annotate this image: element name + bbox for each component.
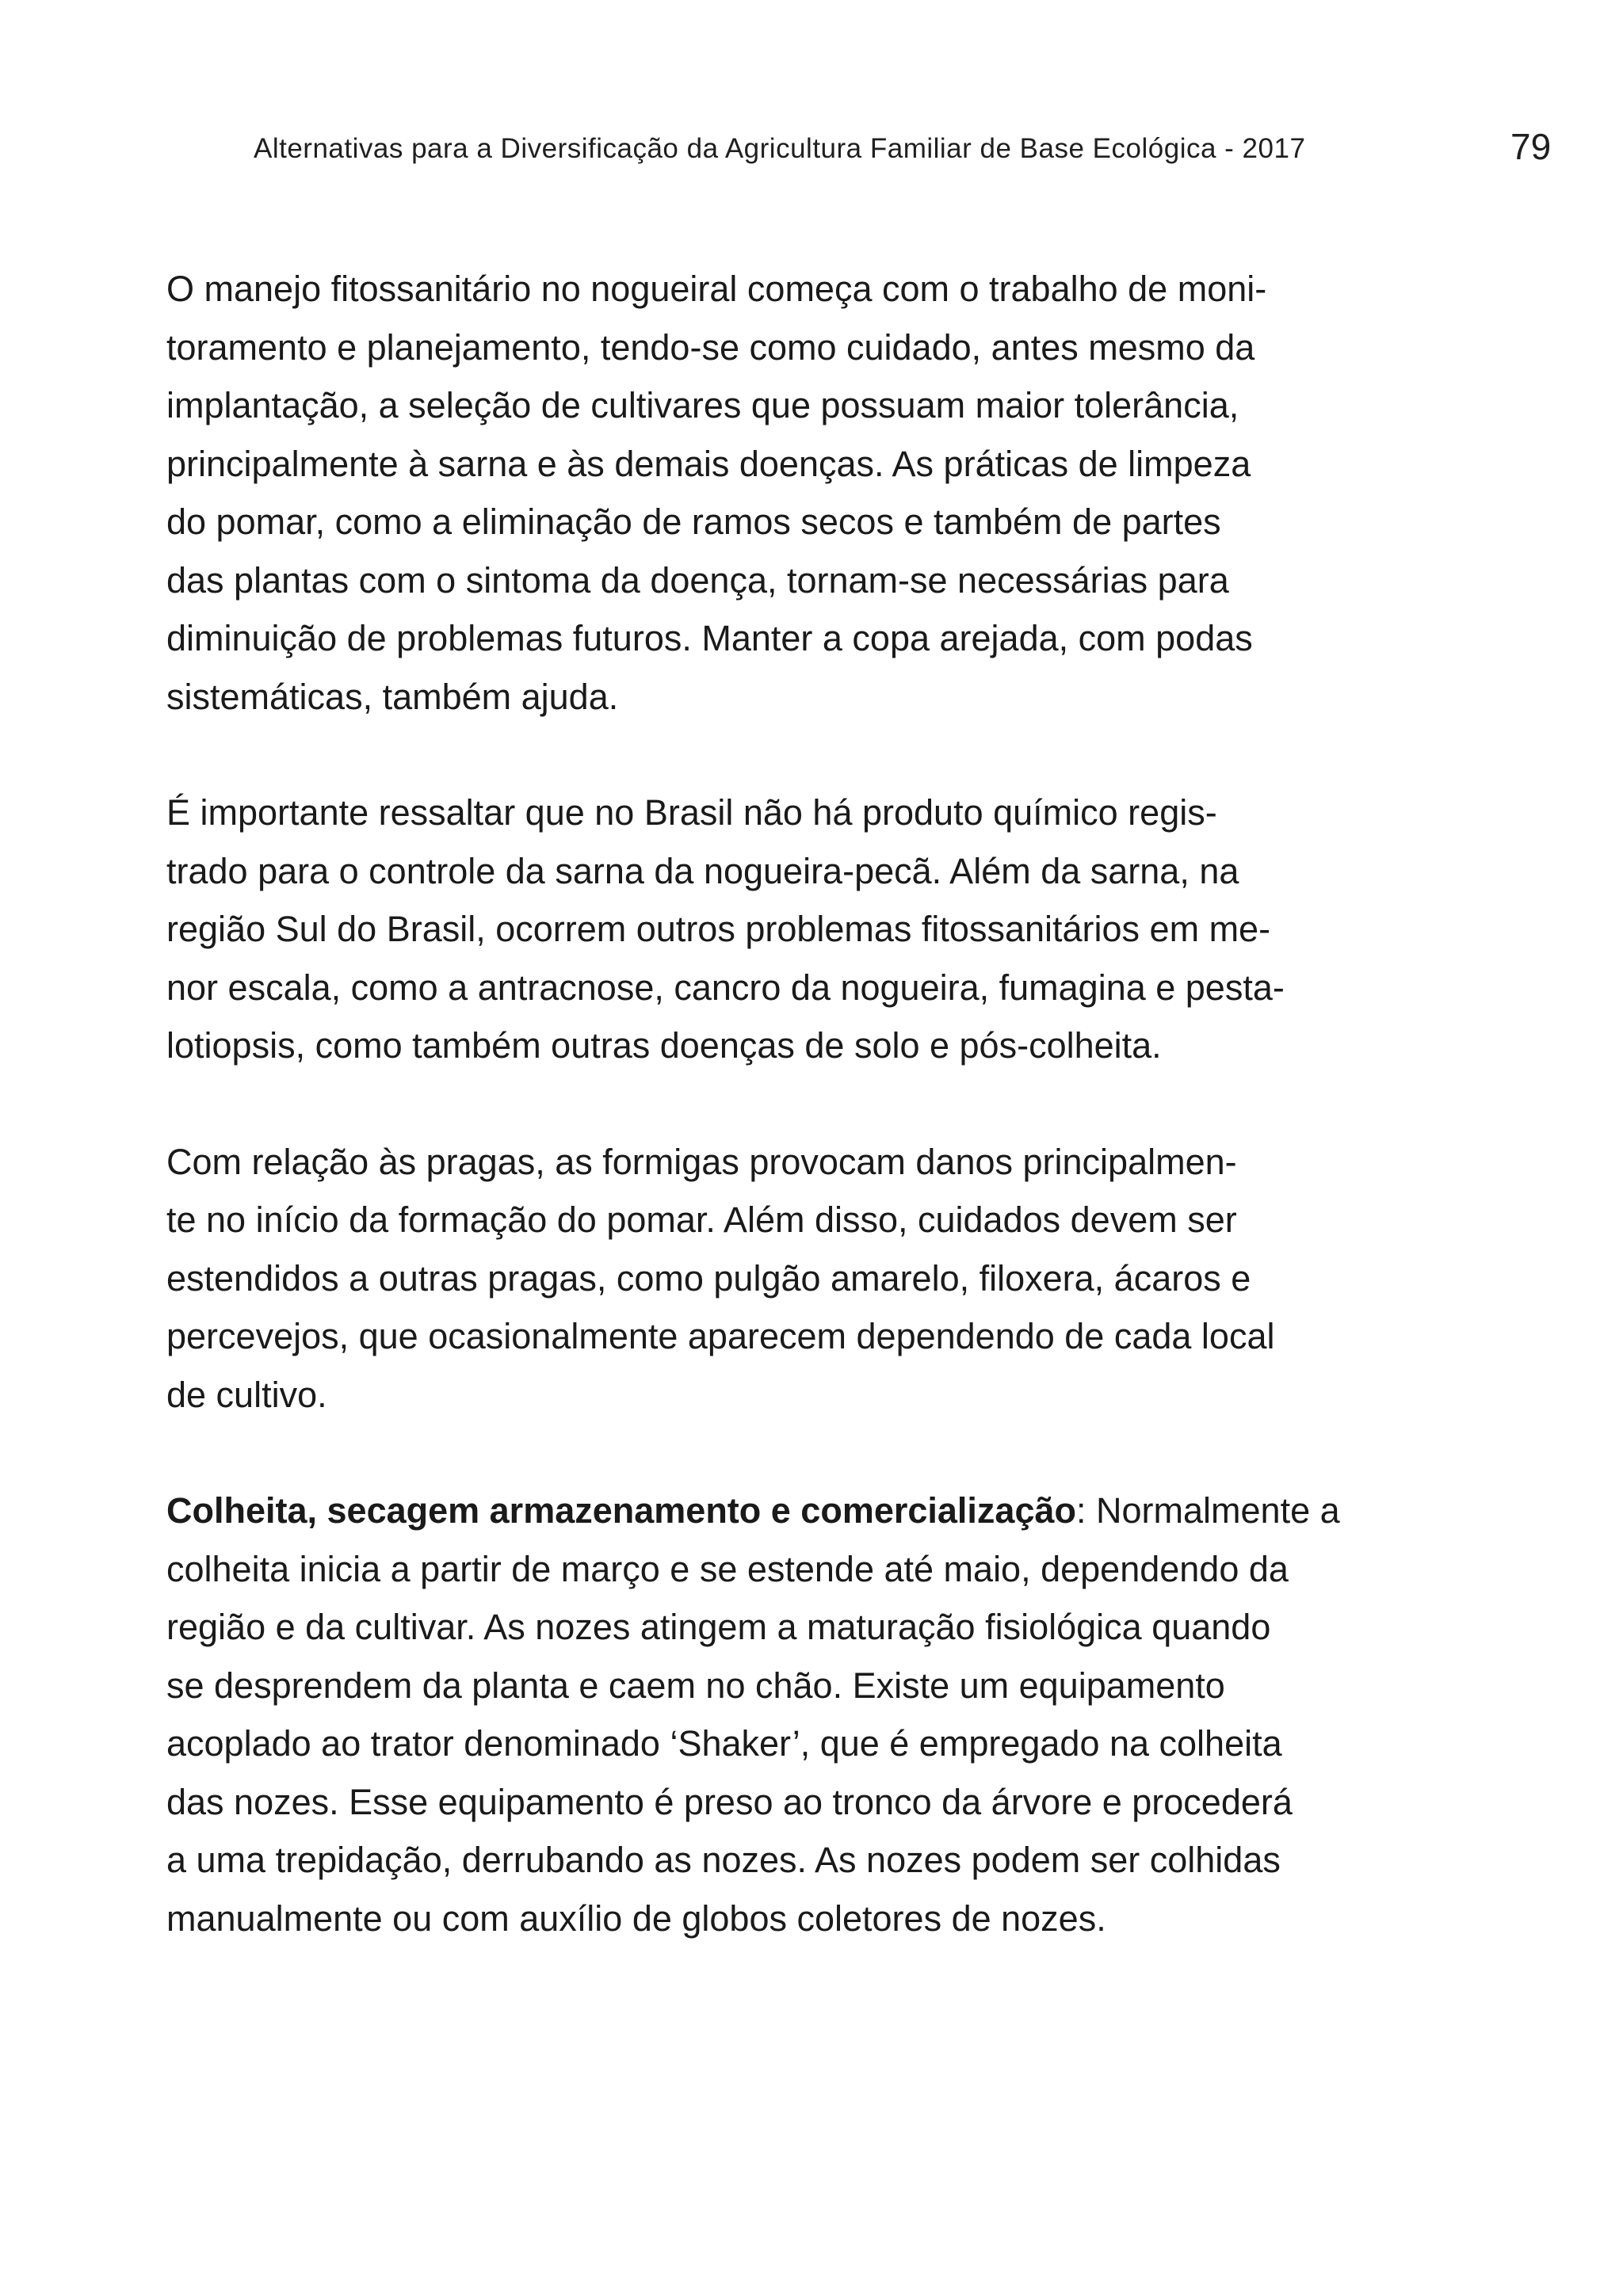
text-line: do pomar, como a eliminação de ramos secos e também de partes [166, 502, 1221, 542]
text-line: de cultivo. [166, 1374, 327, 1415]
paragraph-disease-registration [166, 784, 1466, 1075]
text-line: região e da cultivar. As nozes atingem a maturação fisiológica quando [166, 1607, 1271, 1647]
text-line: implantação, a seleção de cultivares que possuam maior tolerância, [166, 385, 1239, 425]
text-line: lotiopsis, como também outras doenças de solo e pós-colheita. [166, 1025, 1162, 1066]
text-line: trado para o controle da sarna da nogueira-pecã. Além da sarna, na [166, 850, 1239, 891]
text-line: te no início da formação do pomar. Além disso, cuidados devem ser [166, 1199, 1237, 1240]
running-title: Alternativas para a Diversificação da Agricultura Familiar de Base Ecológica - 2017 [254, 133, 1306, 164]
text-line: sistemáticas, também ajuda. [166, 676, 619, 717]
page-header [0, 119, 1623, 182]
text-line: a uma trepidação, derrubando as nozes. As nozes podem ser colhidas [166, 1840, 1281, 1880]
text-line: É importante ressaltar que no Brasil não há produto químico regis- [166, 792, 1217, 833]
paragraph-pests [166, 1133, 1466, 1425]
text-line-first [166, 1482, 1466, 1540]
text-line: percevejos, que ocasionalmente aparecem dependendo de cada local [166, 1316, 1275, 1356]
heading-continuation: : Normalmente a [1076, 1490, 1340, 1531]
paragraph-phytosanitary-management [166, 260, 1466, 726]
text-line: diminuição de problemas futuros. Manter a copa arejada, com podas [166, 618, 1253, 658]
text-line: O manejo fitossanitário no nogueiral começa com o trabalho de moni- [166, 269, 1267, 309]
text-line: acoplado ao trator denominado ‘Shaker’, que é empregado na colheita [166, 1723, 1282, 1764]
text-line: das plantas com o sintoma da doença, tornam-se necessárias para [166, 559, 1229, 601]
paragraph-harvest [166, 1482, 1466, 1947]
text-line: região Sul do Brasil, ocorrem outros problemas fitossanitários em me- [166, 909, 1271, 949]
text-line: se desprendem da planta e caem no chão. Existe um equipamento [166, 1665, 1225, 1706]
text-line: manualmente ou com auxílio de globos coletores de nozes. [166, 1897, 1106, 1939]
page-number: 79 [1510, 126, 1552, 167]
body-text [166, 260, 1466, 2005]
text-line: principalmente à sarna e às demais doenças. As práticas de limpeza [166, 443, 1251, 484]
text-line: Com relação às pragas, as formigas provocam danos principalmen- [166, 1141, 1237, 1182]
text-line: nor escala, como a antracnose, cancro da nogueira, fumagina e pesta- [166, 967, 1285, 1008]
section-heading: Colheita, secagem armazenamento e comercialização [166, 1490, 1077, 1531]
text-line: das nozes. Esse equipamento é preso ao tronco da árvore e procederá [166, 1781, 1293, 1822]
text-line: colheita inicia a partir de março e se estende até maio, dependendo da [166, 1548, 1289, 1589]
text-line: estendidos a outras pragas, como pulgão amarelo, filoxera, ácaros e [166, 1257, 1251, 1299]
text-line: toramento e planejamento, tendo-se como cuidado, antes mesmo da [166, 326, 1255, 368]
